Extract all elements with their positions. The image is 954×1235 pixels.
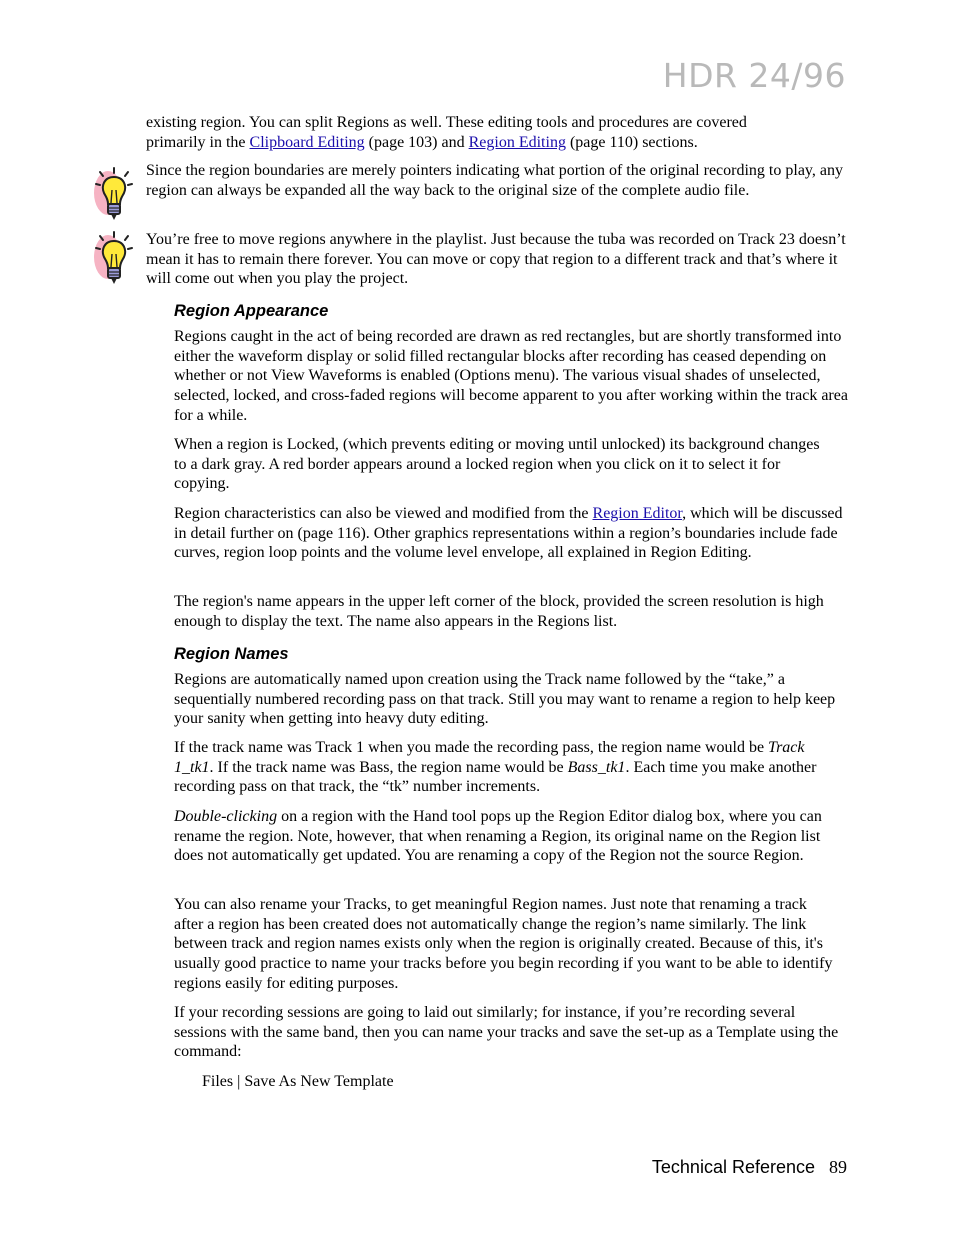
lightbulb-icon <box>88 230 134 290</box>
menu-command: Files | Save As New Template <box>202 1073 394 1090</box>
paragraph: When a region is Locked, (which prevents editing or moving until unlocked) its background changes to a dark gray. A red border appears around a locked region when you click on it to select it for copying. <box>174 436 820 493</box>
lightbulb-icon <box>88 166 134 226</box>
paragraph: The region's name appears in the upper left corner of the block, provided the screen resolution is high enough to display the text. The name also appears in the Regions list. <box>174 593 824 630</box>
header-title: HDR 24/96 <box>662 56 846 95</box>
intro-line-1: existing region. You can split Regions as well. These editing tools and procedures are covered <box>146 114 747 131</box>
intro-line-2: primarily in the Clipboard Editing (page 103) and Region Editing (page 110) sections. <box>146 133 698 151</box>
paragraph: Double-clicking on a region with the Hand tool pops up the Region Editor dialog box, where you can rename the region. Note, however, that when renaming a Region, its original name on the Region list does not automatically get updated. You are renaming a copy of the Region not the source Region. <box>174 808 822 865</box>
section-heading-region-names: Region Names <box>174 645 289 663</box>
tip-paragraph: You’re free to move regions anywhere in the playlist. Just because the tuba was recorded on Track 23 doesn’t mean it has to remain there forever. You can move or copy that region to a different track and that’s where it will come out when you play the project. <box>146 231 846 288</box>
clipboard-editing-link[interactable]: Clipboard Editing <box>249 133 365 151</box>
page-number: 89 <box>829 1157 847 1177</box>
paragraph: If your recording sessions are going to laid out similarly; for instance, if you’re recording several sessions with the same band, then you can name your tracks and save the set-up as a Template using the command: <box>174 1004 839 1061</box>
tip-paragraph: Since the region boundaries are merely pointers indicating what portion of the original recording to play, any region can always be expanded all the way back to the original size of the complete audio file. <box>146 162 843 199</box>
paragraph: You can also rename your Tracks, to get meaningful Region names. Just note that renaming a track after a region has been created does not automatically change the region’s name similarly. The link between track and region names exists only when the region is originally created. Because of this, it's usually good practice to name your tracks before you begin recording if you want to be able to identify regions easily for editing purposes. <box>174 896 833 992</box>
paragraph: Regions caught in the act of being recorded are drawn as red rectangles, but are shortly transformed into either the waveform display or solid filled rectangular blocks after recording has ceased depending on whether or not View Waveforms is enabled (Options menu). The various visual shades of unselected, selected, locked, and cross-faded regions will become apparent to you after working within the track area for a while. <box>174 328 848 424</box>
paragraph: Region characteristics can also be viewed and modified from the Region Editor, which will be discussed in detail further on (page 116). Other graphics representations within a region’s boundaries include fade curves, region loop points and the volume level envelope, all explained in Region Editing. <box>174 505 843 562</box>
page-footer <box>652 1157 847 1178</box>
section-heading-region-appearance: Region Appearance <box>174 302 329 320</box>
paragraph: If the track name was Track 1 when you made the recording pass, the region name would be Track 1_tk1. If the track name was Bass, the region name would be Bass_tk1. Each time you make another recording pass on that track, the “tk” number increments. <box>174 739 817 796</box>
region-editing-link[interactable]: Region Editing <box>468 133 566 151</box>
paragraph: Regions are automatically named upon creation using the Track name followed by the “take,” a sequentially numbered recording pass on that track. Still you may want to rename a region to help keep your sanity when getting into heavy duty editing. <box>174 671 836 728</box>
region-editor-link[interactable]: Region Editor <box>592 505 683 522</box>
footer-section-name: Technical Reference <box>651 1157 815 1177</box>
intro-paragraph <box>146 113 846 152</box>
